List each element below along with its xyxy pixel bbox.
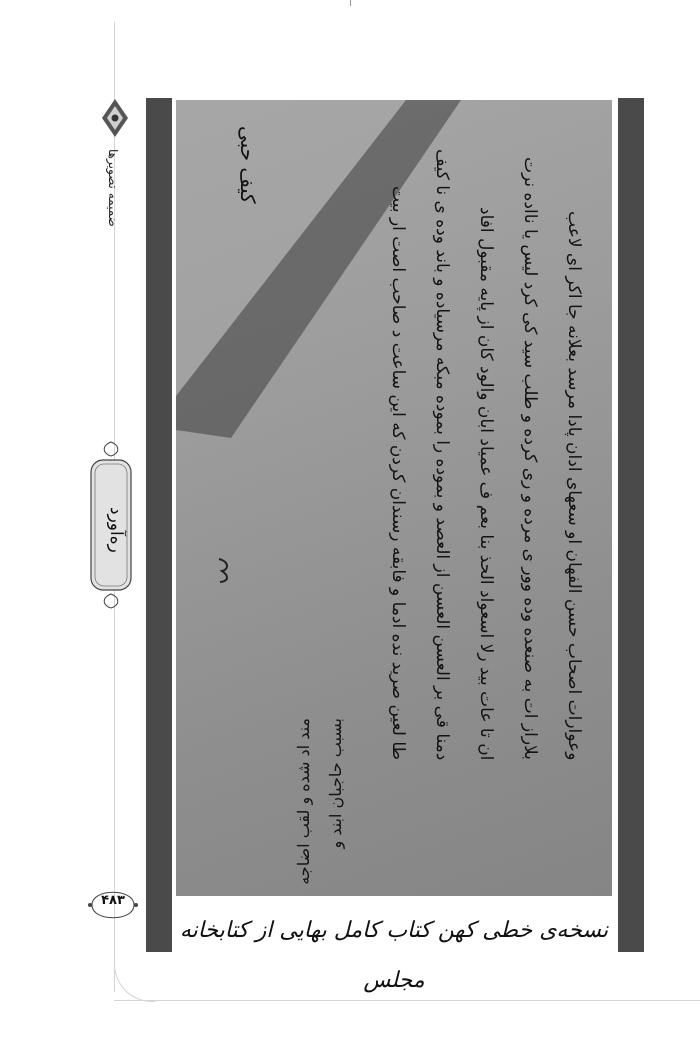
manuscript-line: ان تا عات بید رلا اسعواد الحذ بنا بعم ف عمیاد ابان والود کان از پایه مقبول افاد bbox=[476, 206, 496, 760]
manuscript-text-block bbox=[326, 120, 596, 760]
left-dark-frame-bar bbox=[146, 98, 172, 952]
manuscript-line: بلاراز ات به صنعده وده وور ی مرده و ری کرده و طلب سید کی کرد لیس یا نااده نرت bbox=[520, 157, 540, 760]
manuscript-bottom-note bbox=[288, 718, 384, 896]
section-label: ضمیمه تصویرها bbox=[106, 149, 120, 227]
manuscript-line: دمنا قی بر العسن العسن از العصد و بموده را بموده مبکه مرسیاده و باند وده ی نا کیف bbox=[432, 148, 452, 760]
page-frame-corner-curve bbox=[114, 960, 155, 1002]
journal-emblem: ره‌آورد bbox=[106, 507, 126, 553]
manuscript-line: طا لعین صرید نده ادما و فابقه رسندان کردن که این ساعت د صاحب اصت ار بیت bbox=[388, 185, 408, 760]
diamond-ornament-icon bbox=[100, 98, 130, 138]
manuscript-image bbox=[176, 100, 612, 896]
manuscript-line: وعوارات اصحاب حسن الفهان او سعهاى ادان پادا مرسد بعلانه جا اکر ای لاعب bbox=[564, 210, 584, 760]
manuscript-bottom-line: مند اد شده و لقب اضاجه bbox=[294, 718, 313, 885]
top-crop-mark bbox=[350, 0, 351, 6]
manuscript-signature: کیف حبی bbox=[236, 126, 260, 204]
right-dark-frame-bar bbox=[618, 98, 644, 952]
ink-mark bbox=[216, 555, 234, 585]
page-number: ۴۸۳ bbox=[101, 893, 125, 908]
image-caption: نسخه‌ی خطی کهن کتاب کامل بهایی از کتابخانه مجلس bbox=[179, 918, 609, 993]
manuscript-bottom-line: بسبب حاجبان ابند و bbox=[326, 718, 345, 849]
